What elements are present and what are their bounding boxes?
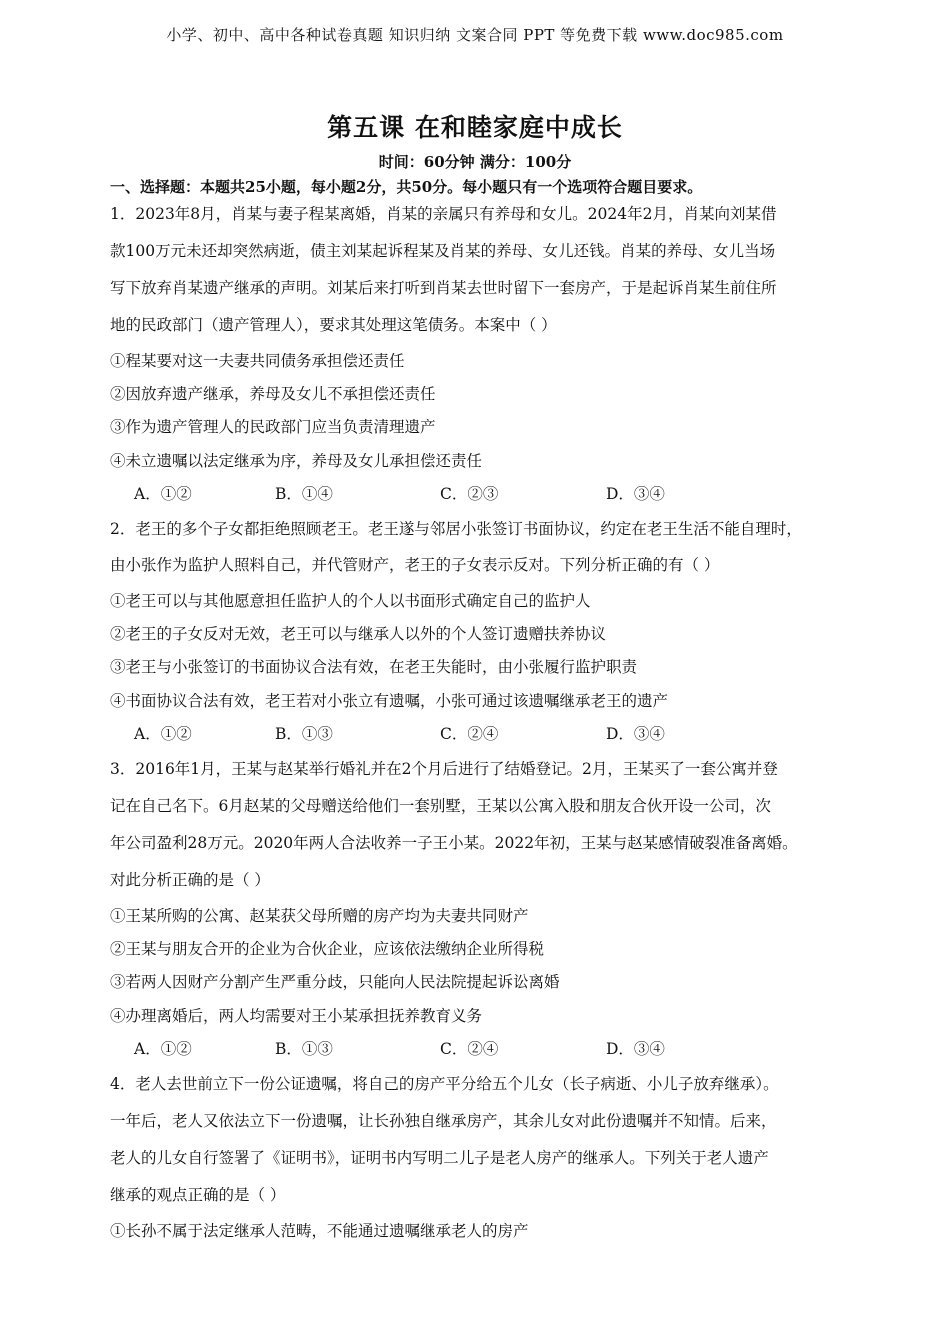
q3-line: 年公司盈利28万元。2020年两人合法收养一子王小某。2022年初，王某与赵某感情破裂准备离婚。 — [110, 834, 798, 852]
q1-statement: ③作为遗产管理人的民政部门应当负责清理遗产 — [110, 418, 436, 436]
page-header: 小学、初中、高中各种试卷真题 知识归纳 文案合同 PPT 等免费下载 www.doc985.com — [166, 26, 784, 44]
q1-option-d: D．③④ — [606, 485, 665, 503]
q1-option-a: A．①② — [134, 485, 192, 503]
q1-line: 写下放弃肖某遗产继承的声明。刘某后来打听到肖某去世时留下一套房产，于是起诉肖某生前住所 — [110, 279, 777, 297]
q1-option-c: C．②③ — [440, 485, 499, 503]
q1-line: 款100万元未还却突然病逝，债主刘某起诉程某及肖某的养母、女儿还钱。肖某的养母、女儿当场 — [110, 242, 776, 260]
q4-line: 继承的观点正确的是（ ） — [110, 1186, 286, 1204]
q3-statement: ③若两人因财产分割产生严重分歧，只能向人民法院提起诉讼离婚 — [110, 973, 560, 991]
q3-option-d: D．③④ — [606, 1040, 665, 1058]
q1-statement: ②因放弃遗产继承，养母及女儿不承担偿还责任 — [110, 385, 436, 403]
q3-line: 3．2016年1月，王某与赵某举行婚礼并在2个月后进行了结婚登记。2月，王某买了一套公寓并登 — [110, 760, 778, 778]
q1-statement: ①程某要对这一夫妻共同债务承担偿还责任 — [110, 352, 405, 370]
q3-option-a: A．①② — [134, 1040, 192, 1058]
page-title: 第五课 在和睦家庭中成长 — [327, 113, 623, 142]
q2-statement: ①老王可以与其他愿意担任监护人的个人以书面形式确定自己的监护人 — [110, 592, 591, 610]
q2-line: 由小张作为监护人照料自己，并代管财产，老王的子女表示反对。下列分析正确的有（ ） — [110, 556, 720, 574]
q3-statement: ①王某所购的公寓、赵某获父母所赠的房产均为夫妻共同财产 — [110, 907, 529, 925]
q2-statement: ④书面协议合法有效，老王若对小张立有遗嘱，小张可通过该遗嘱继承老王的遗产 — [110, 692, 669, 710]
q3-statement: ②王某与朋友合开的企业为合伙企业，应该依法缴纳企业所得税 — [110, 940, 545, 958]
q1-statement: ④未立遗嘱以法定继承为序，养母及女儿承担偿还责任 — [110, 452, 483, 470]
q1-line: 1．2023年8月，肖某与妻子程某离婚，肖某的亲属只有养母和女儿。2024年2月，肖某向刘某借 — [110, 205, 777, 223]
q2-statement: ②老王的子女反对无效，老王可以与继承人以外的个人签订遗赠扶养协议 — [110, 625, 607, 643]
q2-option-c: C．②④ — [440, 725, 499, 743]
exam-meta: 时间：60分钟 满分：100分 — [378, 153, 572, 171]
q4-line: 老人的儿女自行签署了《证明书》，证明书内写明二儿子是老人房产的继承人。下列关于老人遗产 — [110, 1149, 769, 1167]
section-heading: 一、选择题：本题共25小题，每小题2分，共50分。每小题只有一个选项符合题目要求。 — [110, 178, 703, 196]
q4-line: 一年后，老人又依法立下一份遗嘱，让长孙独自继承房产，其余儿女对此份遗嘱并不知情。后来， — [110, 1112, 777, 1130]
q1-option-b: B．①④ — [275, 485, 333, 503]
q4-line: 4．老人去世前立下一份公证遗嘱，将自己的房产平分给五个儿女（长子病逝、小儿子放弃继承）。 — [110, 1075, 779, 1093]
q2-option-a: A．①② — [134, 725, 192, 743]
q3-option-b: B．①③ — [275, 1040, 333, 1058]
q3-option-c: C．②④ — [440, 1040, 499, 1058]
q2-option-d: D．③④ — [606, 725, 665, 743]
q1-line: 地的民政部门（遗产管理人），要求其处理这笔债务。本案中（ ） — [110, 316, 557, 334]
q4-statement: ①长孙不属于法定继承人范畴，不能通过遗嘱继承老人的房产 — [110, 1222, 529, 1240]
q3-line: 对此分析正确的是（ ） — [110, 871, 270, 889]
q2-line: 2．老王的多个子女都拒绝照顾老王。老王遂与邻居小张签订书面协议，约定在老王生活不能自理时， — [110, 520, 802, 538]
q2-statement: ③老王与小张签订的书面协议合法有效，在老王失能时，由小张履行监护职责 — [110, 658, 638, 676]
q2-option-b: B．①③ — [275, 725, 333, 743]
q3-line: 记在自己名下。6月赵某的父母赠送给他们一套别墅，王某以公寓入股和朋友合伙开设一公司，次 — [110, 797, 771, 815]
q3-statement: ④办理离婚后，两人均需要对王小某承担抚养教育义务 — [110, 1007, 483, 1025]
